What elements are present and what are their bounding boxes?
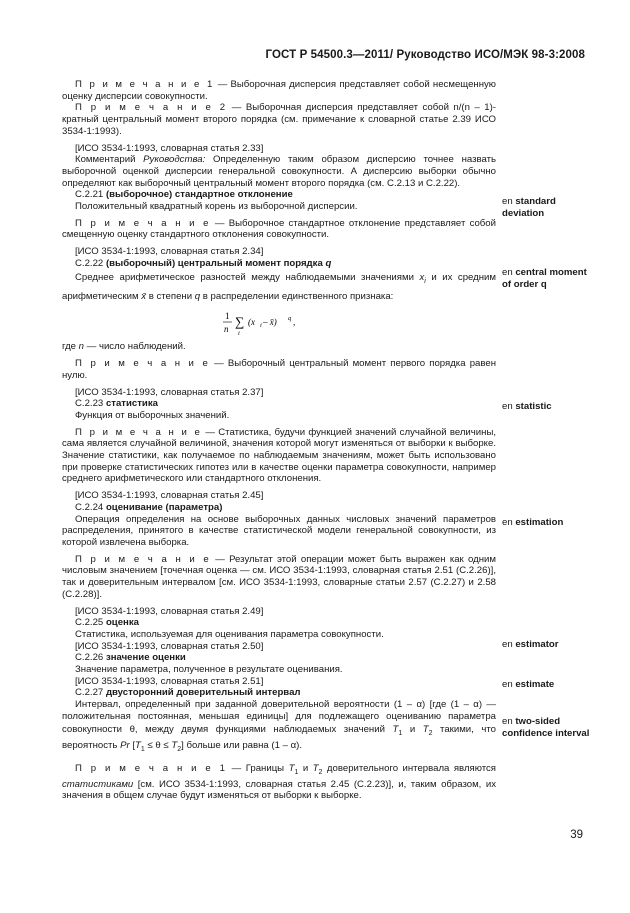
where-n: где n — число наблюдений. [62, 341, 186, 353]
central-moment-formula [62, 305, 496, 341]
reference-2-37: [ИСО 3534-1:1993, словарная статья 2.37] [75, 386, 264, 398]
entry-c-2-25-heading: С.2.25 оценка [75, 617, 139, 629]
entry-c-2-24-definition: Операция определения на основе выборочных данных числовых значений параметров распределения, принятого в качестве статистической модели генеральной совокупности, из которой извлечена выборка. [62, 513, 496, 548]
reference-2-45: [ИСО 3534-1:1993, словарная статья 2.45] [75, 490, 264, 502]
term-statistic: en statistic [502, 401, 552, 412]
formula-exponent: q [288, 315, 292, 323]
formula-sigma: ∑ [235, 314, 245, 330]
entry-c-2-23-note: П р и м е ч а н и е — Статистика, будучи функцией значений случайной величины, сама является случайной величиной, значения которой могут изменяться от выборки к выборке. Значение статистики, как получаемое по наблюдаемым значениям, может быть использовано при проверке статистических гипотез или в качестве оценки параметра совокупности, например среднего арифметического или стандартного отклонения. [62, 426, 497, 485]
entry-c-2-23-definition: Функция от выборочных значений. [75, 409, 230, 421]
term-central-moment: en central moment of order q [502, 267, 587, 290]
entry-c-2-22-note: П р и м е ч а н и е — Выборочный центральный момент первого порядка равен нулю. [62, 358, 496, 381]
formula-graphic [222, 307, 332, 341]
formula-rest: – x̄) [263, 317, 277, 328]
entry-c-2-24-note: П р и м е ч а н и е — Результат этой операции может быть выражен как одним числовым значением [точечная оценка — см. ИСО 3534-1:1993, словарная статья 2.51 (С.2.26)], так и доверительным интервалом [см. ИСО 3534-1:1993, словарные статьи 2.57 (С.2.27) и 2.58 (С.2.28)]. [62, 553, 496, 600]
formula-subscript: i [260, 322, 262, 330]
page-header: ГОСТ Р 54500.3—2011/ Руководство ИСО/МЭК 98-3:2008 [265, 49, 585, 61]
entry-c-2-22-definition: Среднее арифметическое разностей между наблюдаемыми значениями $x_i$ и их средним арифметическим x̄ в степени q в распределении единственного признака: [62, 271, 496, 303]
formula-comma: , [293, 317, 296, 328]
reference-2-49: [ИСО 3534-1:1993, словарная статья 2.49] [75, 605, 264, 617]
entry-c-2-25-definition: Статистика, используемая для оценивания параметра совокупности. [75, 628, 384, 640]
guide-comment: Комментарий Руководства: Определенную таким образом дисперсию точнее назвать выборочной оценкой дисперсии генеральной совокупности. А дисперсию выборки обычно определяют как выборочный центральный момент второго порядка (см. С.2.13 и С.2.22). [62, 154, 497, 189]
page-number: 39 [570, 829, 583, 841]
term-estimator: en estimator [502, 639, 559, 650]
note-2: П р и м е ч а н и е 2 — Выборочная дисперсия представляет собой n/(n – 1)-кратный центральный момент второго порядка (см. примечание к словарной статье 2.39 ИСО 3534-1:1993). [62, 102, 496, 137]
entry-c-2-21-heading: С.2.21 (выборочное) стандартное отклонение [75, 189, 293, 201]
formula-one: 1 [225, 311, 230, 322]
term-estimate: en estimate [502, 679, 555, 690]
entry-c-2-26-heading: С.2.26 значение оценки [75, 652, 186, 664]
note-1: П р и м е ч а н и е 1 — Выборочная дисперсия представляет собой несмещенную оценку дисперсии совокупности. [62, 79, 496, 102]
entry-c-2-21-definition: Положительный квадратный корень из выборочной дисперсии. [75, 201, 358, 213]
formula-sum-index: i [238, 330, 240, 338]
reference-2-50: [ИСО 3534-1:1993, словарная статья 2.50] [75, 640, 264, 652]
document-body [62, 79, 496, 802]
term-estimation: en estimation [502, 517, 564, 528]
reference-2-33: [ИСО 3534-1:1993, словарная статья 2.33] [75, 142, 264, 154]
term-standard-deviation: en standard deviation [502, 196, 556, 219]
term-two-sided-ci: en two-sided confidence interval [502, 716, 590, 739]
entry-c-2-27-heading: С.2.27 двусторонний доверительный интервал [75, 687, 301, 699]
entry-c-2-22-heading: С.2.22 (выборочный) центральный момент порядка q [75, 257, 332, 269]
formula-n: n [224, 324, 229, 335]
entry-c-2-24-heading: С.2.24 оценивание (параметра) [75, 501, 223, 513]
entry-c-2-23-heading: С.2.23 статистика [75, 398, 158, 410]
entry-c-2-27-note-1: П р и м е ч а н и е 1 — Границы $T_1$ и $T_2$ доверительного интервала являются статистиками [см. ИСО 3534-1:1993, словарная статья 2.45 (С.2.23)], и, таким образом, их значения в общем случае будут изменяться от выборки к выборке. [62, 763, 496, 802]
entry-c-2-26-definition: Значение параметра, полученное в результате оценивания. [75, 664, 343, 676]
reference-2-34: [ИСО 3534-1:1993, словарная статья 2.34] [75, 246, 264, 258]
entry-c-2-27-definition: Интервал, определенный при заданной доверительной вероятности (1 – α) [где (1 – α) — положительная постоянная, меньшая единицы] для подлежащего оцениванию параметра совокупности θ, между двумя функциями наблюдаемых значений $T_1$ и $T_2$ такими, что вероятность Pr $[T_1 \le \theta \le T_2]$ больше или равна (1 – α). [62, 699, 496, 753]
reference-2-51: [ИСО 3534-1:1993, словарная статья 2.51] [75, 675, 264, 687]
formula-body: (x [248, 317, 255, 328]
entry-c-2-21-note: П р и м е ч а н и е — Выборочное стандартное отклонение представляет собой смещенную оценку стандартного отклонения совокупности. [62, 217, 497, 241]
